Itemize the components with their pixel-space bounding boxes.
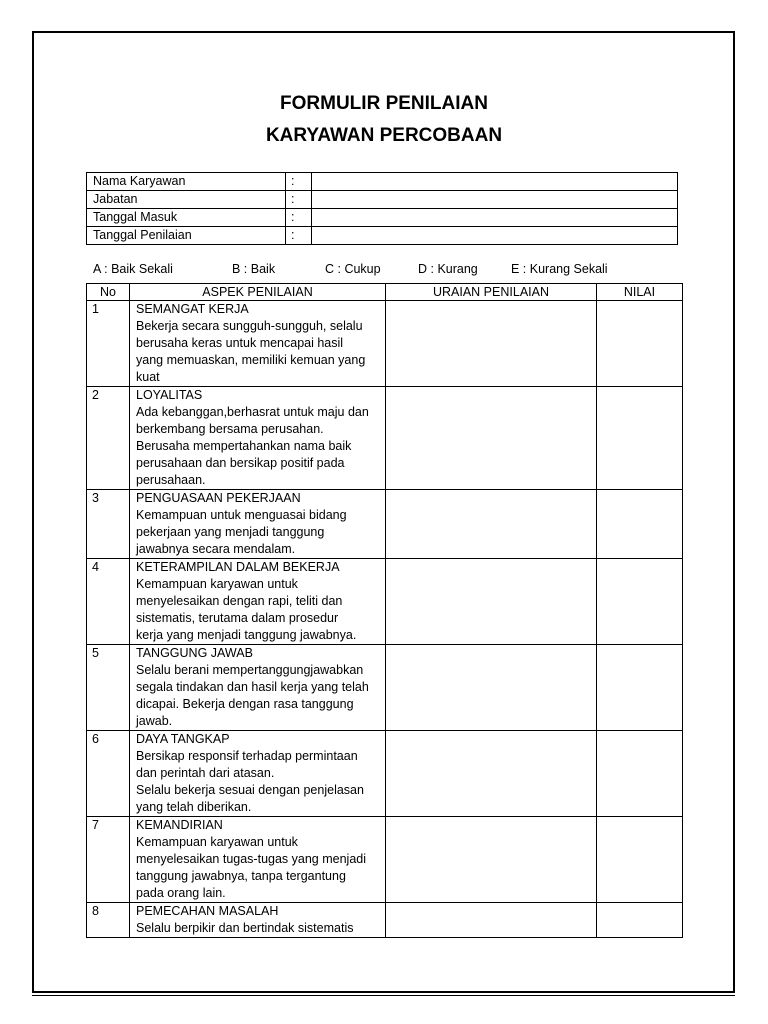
- rating-legend: [0, 262, 768, 279]
- legend-item: A : Baik Sekali: [93, 262, 173, 276]
- row-number: 2: [87, 387, 130, 490]
- aspect-desc-line: tanggung jawabnya, tanpa tergantung: [136, 869, 346, 883]
- info-value-field[interactable]: [312, 191, 678, 209]
- aspect-desc-line: perusahaan.: [136, 473, 206, 487]
- aspect-desc-line: menyelesaikan tugas-tugas yang menjadi: [136, 852, 366, 866]
- row-number: 7: [87, 817, 130, 903]
- info-row: [87, 209, 678, 227]
- aspect-desc-line: Kemampuan karyawan untuk: [136, 577, 298, 591]
- legend-item: D : Kurang: [418, 262, 478, 276]
- header-uraian: URAIAN PENILAIAN: [386, 284, 597, 301]
- aspect-desc-line: dicapai. Bekerja dengan rasa tanggung: [136, 697, 354, 711]
- header-nilai: NILAI: [597, 284, 683, 301]
- row-number: 3: [87, 490, 130, 559]
- aspect-desc-line: kerja yang menjadi tanggung jawabnya.: [136, 628, 357, 642]
- row-number: 8: [87, 903, 130, 938]
- aspect-title: SEMANGAT KERJA: [136, 302, 249, 316]
- info-row: [87, 173, 678, 191]
- aspect-desc-line: jawab.: [136, 714, 173, 728]
- row-number: 5: [87, 645, 130, 731]
- aspect-desc-line: pekerjaan yang menjadi tanggung: [136, 525, 325, 539]
- form-subtitle: KARYAWAN PERCOBAAN: [265, 125, 503, 146]
- info-value-field[interactable]: [312, 173, 678, 191]
- nilai-field[interactable]: [597, 731, 683, 817]
- aspect-desc-line: jawabnya secara mendalam.: [136, 542, 296, 556]
- aspect-desc-line: Kemampuan karyawan untuk: [136, 835, 298, 849]
- table-row: [87, 490, 683, 559]
- assessment-table: [86, 283, 683, 938]
- info-label: Tanggal Penilaian: [87, 227, 286, 245]
- aspect-desc-line: yang memuaskan, memiliki kemuan yang: [136, 353, 366, 367]
- aspect-desc-line: yang telah diberikan.: [136, 800, 252, 814]
- nilai-field[interactable]: [597, 301, 683, 387]
- aspect-title: DAYA TANGKAP: [136, 732, 230, 746]
- info-colon: :: [286, 209, 312, 227]
- aspect-desc-line: Ada kebanggan,berhasrat untuk maju dan: [136, 405, 369, 419]
- aspect-desc-line: dan perintah dari atasan.: [136, 766, 275, 780]
- nilai-field[interactable]: [597, 490, 683, 559]
- info-row: [87, 191, 678, 209]
- info-label: Tanggal Masuk: [87, 209, 286, 227]
- aspect-title: KETERAMPILAN DALAM BEKERJA: [136, 560, 340, 574]
- uraian-field[interactable]: [386, 731, 597, 817]
- aspect-desc-line: pada orang lain.: [136, 886, 226, 900]
- info-value-field[interactable]: [312, 209, 678, 227]
- table-row: [87, 559, 683, 645]
- aspect-cell: [130, 731, 386, 817]
- aspect-cell: [130, 490, 386, 559]
- form-title: FORMULIR PENILAIAN: [280, 93, 488, 114]
- page-border-bottom-line: [32, 995, 735, 996]
- aspect-cell: [130, 559, 386, 645]
- aspect-cell: [130, 645, 386, 731]
- uraian-field[interactable]: [386, 490, 597, 559]
- legend-item: B : Baik: [232, 262, 276, 276]
- header-no: No: [87, 284, 130, 301]
- uraian-field[interactable]: [386, 903, 597, 938]
- table-row: [87, 731, 683, 817]
- nilai-field[interactable]: [597, 559, 683, 645]
- aspect-desc-line: menyelesaikan dengan rapi, teliti dan: [136, 594, 343, 608]
- aspect-desc-line: sistematis, terutama dalam prosedur: [136, 611, 339, 625]
- row-number: 1: [87, 301, 130, 387]
- aspect-desc-line: Kemampuan untuk menguasai bidang: [136, 508, 347, 522]
- info-colon: :: [286, 191, 312, 209]
- aspect-desc-line: Berusaha mempertahankan nama baik: [136, 439, 352, 453]
- aspect-cell: [130, 387, 386, 490]
- info-label: Jabatan: [87, 191, 286, 209]
- uraian-field[interactable]: [386, 559, 597, 645]
- aspect-desc-line: berusaha keras untuk mencapai hasil: [136, 336, 344, 350]
- info-label: Nama Karyawan: [87, 173, 286, 191]
- uraian-field[interactable]: [386, 817, 597, 903]
- aspect-desc-line: segala tindakan dan hasil kerja yang telah: [136, 680, 369, 694]
- table-row: [87, 387, 683, 490]
- aspect-desc-line: kuat: [136, 370, 160, 384]
- table-row: [87, 301, 683, 387]
- aspect-title: TANGGUNG JAWAB: [136, 646, 253, 660]
- nilai-field[interactable]: [597, 645, 683, 731]
- nilai-field[interactable]: [597, 387, 683, 490]
- legend-item: E : Kurang Sekali: [511, 262, 608, 276]
- aspect-title: LOYALITAS: [136, 388, 203, 402]
- info-row: [87, 227, 678, 245]
- aspect-desc-line: Bersikap responsif terhadap permintaan: [136, 749, 358, 763]
- aspect-cell: [130, 817, 386, 903]
- uraian-field[interactable]: [386, 301, 597, 387]
- nilai-field[interactable]: [597, 903, 683, 938]
- table-header-row: [87, 284, 683, 301]
- legend-item: C : Cukup: [325, 262, 381, 276]
- aspect-desc-line: Selalu bekerja sesuai dengan penjelasan: [136, 783, 364, 797]
- aspect-title: PEMECAHAN MASALAH: [136, 904, 279, 918]
- row-number: 6: [87, 731, 130, 817]
- info-value-field[interactable]: [312, 227, 678, 245]
- table-row: [87, 817, 683, 903]
- nilai-field[interactable]: [597, 817, 683, 903]
- info-colon: :: [286, 227, 312, 245]
- aspect-title: KEMANDIRIAN: [136, 818, 223, 832]
- uraian-field[interactable]: [386, 387, 597, 490]
- aspect-cell: [130, 903, 386, 938]
- uraian-field[interactable]: [386, 645, 597, 731]
- aspect-desc-line: perusahaan dan bersikap positif pada: [136, 456, 345, 470]
- aspect-title: PENGUASAAN PEKERJAAN: [136, 491, 301, 505]
- aspect-desc-line: Bekerja secara sungguh-sungguh, selalu: [136, 319, 363, 333]
- aspect-cell: [130, 301, 386, 387]
- info-colon: :: [286, 173, 312, 191]
- employee-info-table: [86, 172, 678, 245]
- aspect-desc-line: Selalu berani mempertanggungjawabkan: [136, 663, 364, 677]
- header-aspek: ASPEK PENILAIAN: [130, 284, 386, 301]
- row-number: 4: [87, 559, 130, 645]
- aspect-desc-line: Selalu berpikir dan bertindak sistematis: [136, 921, 354, 935]
- table-row: [87, 645, 683, 731]
- aspect-desc-line: berkembang bersama perusahan.: [136, 422, 324, 436]
- table-row: [87, 903, 683, 938]
